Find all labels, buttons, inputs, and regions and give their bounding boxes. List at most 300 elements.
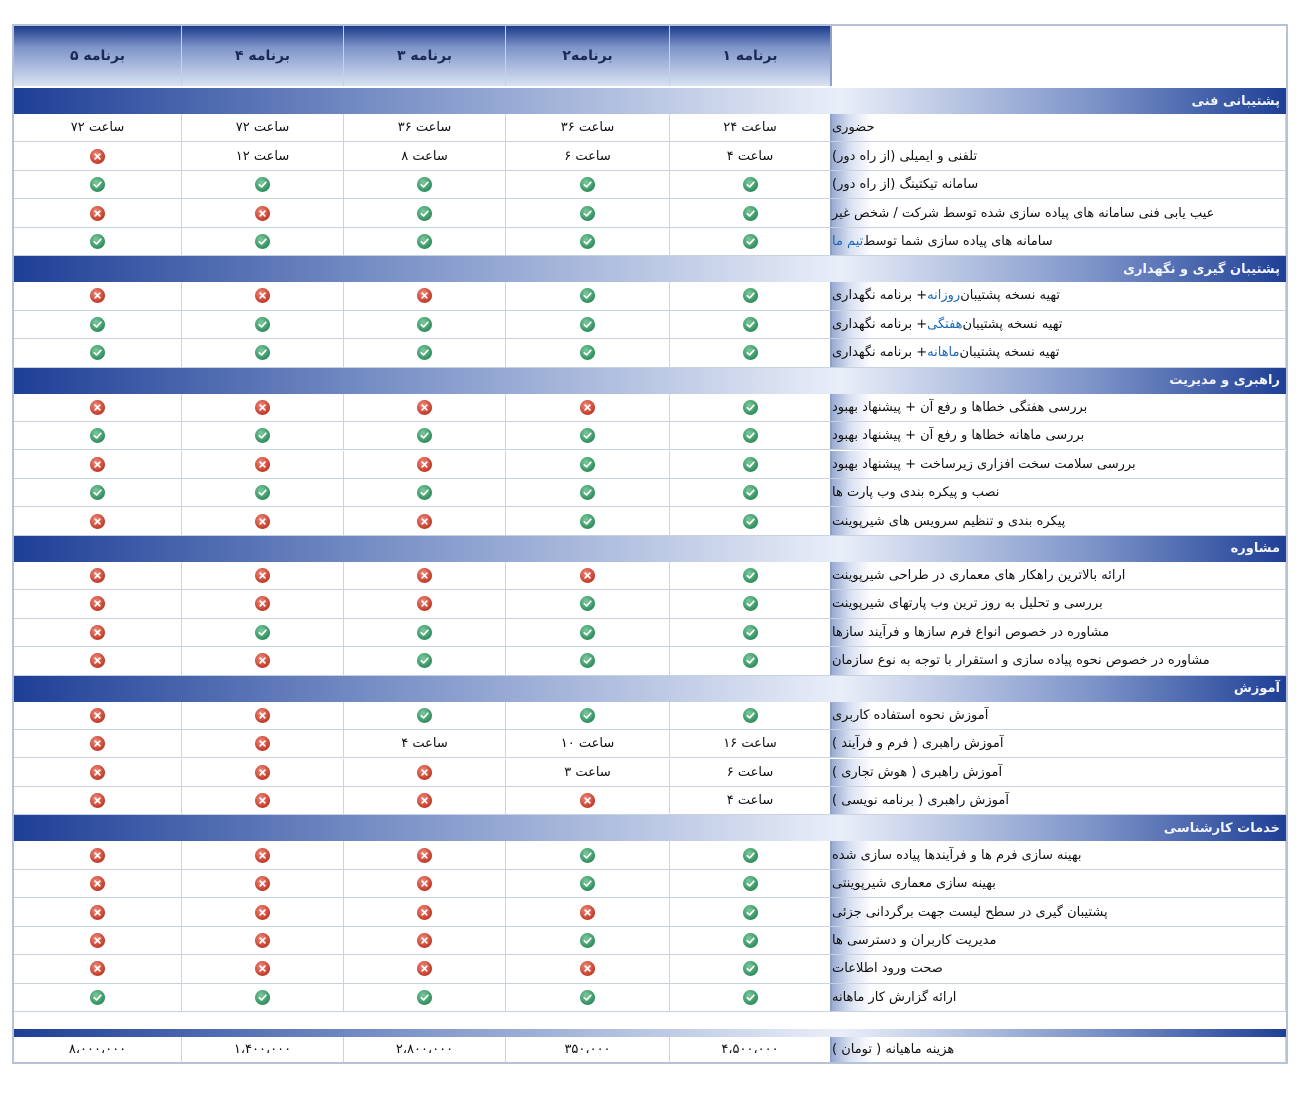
cell-plan-3 bbox=[344, 841, 506, 868]
cell-plan-1 bbox=[670, 199, 832, 226]
table-row bbox=[14, 339, 1286, 367]
cell-plan-1 bbox=[670, 114, 832, 141]
label-text: مشاوره در خصوص انواع فرم سازها و فرآیند سازها bbox=[832, 624, 1110, 640]
check-icon bbox=[90, 990, 105, 1005]
check-icon bbox=[743, 990, 758, 1005]
cell-plan-1 bbox=[670, 311, 832, 338]
cell-plan-1 bbox=[670, 394, 832, 421]
cross-icon bbox=[90, 765, 105, 780]
cross-icon bbox=[255, 596, 270, 611]
cell-plan-5 bbox=[14, 199, 182, 226]
row-label bbox=[832, 114, 1286, 141]
row-label bbox=[832, 787, 1286, 814]
check-icon bbox=[580, 177, 595, 192]
cross-icon bbox=[90, 288, 105, 303]
label-text: آموزش راهبری ( فرم و فرآیند ) bbox=[832, 736, 1004, 752]
section-header bbox=[14, 676, 1286, 702]
table-row bbox=[14, 619, 1286, 647]
row-label bbox=[832, 955, 1286, 982]
table-row bbox=[14, 562, 1286, 590]
table-row bbox=[14, 841, 1286, 869]
row-label bbox=[832, 171, 1286, 198]
cell-plan-2 bbox=[506, 422, 670, 449]
table-row bbox=[14, 171, 1286, 199]
cell-plan-3 bbox=[344, 228, 506, 255]
check-icon bbox=[743, 848, 758, 863]
cell-plan-1 bbox=[670, 619, 832, 646]
section-header bbox=[14, 88, 1286, 114]
cross-icon bbox=[90, 149, 105, 164]
check-icon bbox=[743, 514, 758, 529]
check-icon bbox=[743, 933, 758, 948]
check-icon bbox=[417, 990, 432, 1005]
cell-plan-4 bbox=[182, 562, 344, 589]
cell-plan-5 bbox=[14, 171, 182, 198]
cell-plan-4 bbox=[182, 394, 344, 421]
cross-icon bbox=[90, 568, 105, 583]
row-label bbox=[832, 619, 1286, 646]
cell-plan-3 bbox=[344, 898, 506, 925]
row-label bbox=[832, 507, 1286, 534]
cell-value: ۱۲ ساعت bbox=[235, 148, 290, 164]
label-text: حضوری bbox=[832, 120, 875, 136]
label-text: بررسی و تحلیل به روز ترین وب پارتهای شیرپوینت bbox=[832, 596, 1103, 612]
cross-icon bbox=[255, 848, 270, 863]
cross-icon bbox=[255, 961, 270, 976]
check-icon bbox=[743, 457, 758, 472]
cross-icon bbox=[255, 400, 270, 415]
row-label bbox=[832, 142, 1286, 169]
label-text: ارائه بالاترین راهکار های معماری در طراحی شیرپوینت bbox=[832, 568, 1126, 584]
row-label bbox=[832, 451, 1286, 478]
check-icon bbox=[255, 428, 270, 443]
check-icon bbox=[90, 177, 105, 192]
check-icon bbox=[743, 485, 758, 500]
monthly-cost-row bbox=[14, 1037, 1286, 1062]
check-icon bbox=[743, 317, 758, 332]
cell-plan-4 bbox=[182, 759, 344, 786]
label-text: تهیه نسخه پشتیبان bbox=[960, 288, 1061, 304]
cell-plan-1 bbox=[670, 590, 832, 617]
cell-plan-1 bbox=[670, 955, 832, 982]
check-icon bbox=[580, 708, 595, 723]
row-label bbox=[832, 841, 1286, 868]
cell-plan-3 bbox=[344, 479, 506, 506]
cell-plan-4 bbox=[182, 590, 344, 617]
cross-icon bbox=[417, 514, 432, 529]
check-icon bbox=[255, 990, 270, 1005]
check-icon bbox=[417, 317, 432, 332]
cross-icon bbox=[417, 457, 432, 472]
table-row bbox=[14, 311, 1286, 339]
cell-value: ۳ ساعت bbox=[564, 764, 611, 780]
table-row bbox=[14, 984, 1286, 1012]
cross-icon bbox=[90, 625, 105, 640]
cell-plan-3 bbox=[344, 142, 506, 169]
check-icon bbox=[255, 317, 270, 332]
table-row bbox=[14, 647, 1286, 675]
header-plan-1: برنامه ۱ bbox=[670, 26, 832, 86]
cross-icon bbox=[90, 400, 105, 415]
cell-value: ۸ ساعت bbox=[401, 148, 448, 164]
cell-plan-1 bbox=[670, 451, 832, 478]
cell-plan-2 bbox=[506, 394, 670, 421]
table-row bbox=[14, 590, 1286, 618]
cell-plan-5 bbox=[14, 282, 182, 309]
highlighted-text: تیم ما bbox=[832, 233, 864, 249]
table-row bbox=[14, 142, 1286, 170]
check-icon bbox=[90, 317, 105, 332]
cell-plan-3 bbox=[344, 955, 506, 982]
cost-label: هزینه ماهیانه ( تومان ) bbox=[832, 1037, 1286, 1062]
check-icon bbox=[580, 288, 595, 303]
cell-plan-2 bbox=[506, 228, 670, 255]
cell-plan-2 bbox=[506, 199, 670, 226]
table-row bbox=[14, 927, 1286, 955]
check-icon bbox=[255, 345, 270, 360]
cell-value: ۲۴ ساعت bbox=[723, 120, 777, 136]
cross-icon bbox=[580, 400, 595, 415]
row-label bbox=[832, 199, 1286, 226]
cross-icon bbox=[417, 288, 432, 303]
cell-plan-4 bbox=[182, 422, 344, 449]
label-text: بررسی سلامت سخت افزاری زیرساخت + پیشنهاد بهبود bbox=[832, 456, 1136, 472]
cell-plan-5 bbox=[14, 730, 182, 757]
check-icon bbox=[580, 990, 595, 1005]
cell-plan-4 bbox=[182, 730, 344, 757]
label-text: بررسی ماهانه خطاها و رفع آن + پیشنهاد بهبود bbox=[832, 428, 1085, 444]
cell-plan-1 bbox=[670, 562, 832, 589]
cell-plan-3 bbox=[344, 451, 506, 478]
row-label bbox=[832, 870, 1286, 897]
cross-icon bbox=[255, 933, 270, 948]
row-label bbox=[832, 422, 1286, 449]
row-label bbox=[832, 730, 1286, 757]
cell-plan-3 bbox=[344, 562, 506, 589]
section-title: پشتیبانی فنی bbox=[1191, 93, 1280, 109]
cross-icon bbox=[417, 596, 432, 611]
label-text: آموزش نحوه استفاده کاربری bbox=[832, 707, 989, 723]
cross-icon bbox=[255, 736, 270, 751]
check-icon bbox=[417, 177, 432, 192]
cell-plan-5 bbox=[14, 841, 182, 868]
row-label bbox=[832, 562, 1286, 589]
cross-icon bbox=[90, 457, 105, 472]
check-icon bbox=[580, 206, 595, 221]
cell-plan-2 bbox=[506, 619, 670, 646]
cell-plan-5 bbox=[14, 787, 182, 814]
cell-plan-5 bbox=[14, 759, 182, 786]
cross-icon bbox=[255, 708, 270, 723]
check-icon bbox=[743, 905, 758, 920]
check-icon bbox=[743, 288, 758, 303]
check-icon bbox=[255, 177, 270, 192]
check-icon bbox=[743, 653, 758, 668]
cell-plan-1 bbox=[670, 228, 832, 255]
table-row bbox=[14, 394, 1286, 422]
cross-icon bbox=[255, 568, 270, 583]
cross-icon bbox=[417, 933, 432, 948]
check-icon bbox=[743, 234, 758, 249]
cross-icon bbox=[417, 848, 432, 863]
cell-plan-3 bbox=[344, 984, 506, 1011]
cell-plan-4 bbox=[182, 955, 344, 982]
cell-plan-2 bbox=[506, 114, 670, 141]
cell-value: ۶ ساعت bbox=[726, 764, 774, 780]
table-row bbox=[14, 507, 1286, 535]
section-header bbox=[14, 256, 1286, 282]
cross-icon bbox=[255, 765, 270, 780]
cell-plan-2 bbox=[506, 171, 670, 198]
table-row bbox=[14, 479, 1286, 507]
cell-plan-4 bbox=[182, 171, 344, 198]
label-text: ارائه گزارش کار ماهانه bbox=[832, 989, 957, 1005]
cell-plan-2 bbox=[506, 339, 670, 366]
label-text: سامانه های پیاده سازی شما توسط bbox=[863, 233, 1053, 249]
cell-plan-3 bbox=[344, 759, 506, 786]
cross-icon bbox=[90, 933, 105, 948]
label-text: پیکره بندی و تنظیم سرویس های شیرپوینت bbox=[832, 513, 1066, 529]
cost-plan-5: ۸،۰۰۰،۰۰۰ bbox=[14, 1037, 182, 1062]
cell-plan-1 bbox=[670, 479, 832, 506]
cell-plan-4 bbox=[182, 927, 344, 954]
cross-icon bbox=[90, 708, 105, 723]
check-icon bbox=[417, 234, 432, 249]
cell-plan-5 bbox=[14, 984, 182, 1011]
table-row bbox=[14, 199, 1286, 227]
cell-plan-2 bbox=[506, 507, 670, 534]
check-icon bbox=[580, 428, 595, 443]
section-header bbox=[14, 815, 1286, 841]
check-icon bbox=[580, 933, 595, 948]
cross-icon bbox=[255, 206, 270, 221]
cell-plan-1 bbox=[670, 870, 832, 897]
cell-plan-4 bbox=[182, 507, 344, 534]
check-icon bbox=[417, 708, 432, 723]
cross-icon bbox=[255, 514, 270, 529]
table-row bbox=[14, 898, 1286, 926]
cell-plan-5 bbox=[14, 339, 182, 366]
row-label bbox=[832, 282, 1286, 309]
cross-icon bbox=[417, 961, 432, 976]
cell-plan-1 bbox=[670, 282, 832, 309]
cell-plan-5 bbox=[14, 955, 182, 982]
cross-icon bbox=[580, 793, 595, 808]
cell-plan-5 bbox=[14, 142, 182, 169]
check-icon bbox=[743, 961, 758, 976]
check-icon bbox=[417, 625, 432, 640]
row-label bbox=[832, 590, 1286, 617]
cell-plan-5 bbox=[14, 870, 182, 897]
cross-icon bbox=[90, 596, 105, 611]
check-icon bbox=[580, 345, 595, 360]
label-text: + برنامه نگهداری bbox=[832, 345, 928, 361]
cell-value: ۴ ساعت bbox=[401, 736, 448, 752]
cell-plan-2 bbox=[506, 898, 670, 925]
cell-plan-4 bbox=[182, 282, 344, 309]
cell-plan-2 bbox=[506, 311, 670, 338]
cross-icon bbox=[90, 514, 105, 529]
table-row bbox=[14, 787, 1286, 815]
table-row bbox=[14, 702, 1286, 730]
row-label bbox=[832, 702, 1286, 729]
label-text: مشاوره در خصوص نحوه پیاده سازی و استقرار با توجه به نوع سازمان bbox=[832, 653, 1210, 669]
cell-plan-5 bbox=[14, 311, 182, 338]
check-icon bbox=[743, 206, 758, 221]
cell-plan-3 bbox=[344, 507, 506, 534]
section-title: مشاوره bbox=[1230, 541, 1280, 557]
cell-plan-2 bbox=[506, 927, 670, 954]
cell-plan-3 bbox=[344, 422, 506, 449]
cost-plan-3: ۲،۸۰۰،۰۰۰ bbox=[344, 1037, 506, 1062]
cell-plan-1 bbox=[670, 647, 832, 674]
cell-plan-3 bbox=[344, 927, 506, 954]
cell-plan-3 bbox=[344, 114, 506, 141]
check-icon bbox=[580, 848, 595, 863]
cell-plan-4 bbox=[182, 228, 344, 255]
cell-plan-1 bbox=[670, 759, 832, 786]
check-icon bbox=[580, 514, 595, 529]
cell-plan-2 bbox=[506, 562, 670, 589]
cell-plan-5 bbox=[14, 590, 182, 617]
cell-plan-4 bbox=[182, 339, 344, 366]
cell-value: ۱۰ ساعت bbox=[560, 736, 615, 752]
cell-plan-3 bbox=[344, 590, 506, 617]
cross-icon bbox=[255, 905, 270, 920]
cell-plan-2 bbox=[506, 702, 670, 729]
label-text: آموزش راهبری ( برنامه نویسی ) bbox=[832, 793, 1009, 809]
cell-plan-2 bbox=[506, 647, 670, 674]
check-icon bbox=[743, 876, 758, 891]
check-icon bbox=[90, 485, 105, 500]
cell-plan-5 bbox=[14, 228, 182, 255]
cell-plan-3 bbox=[344, 199, 506, 226]
cell-plan-4 bbox=[182, 984, 344, 1011]
cell-plan-1 bbox=[670, 730, 832, 757]
cell-plan-4 bbox=[182, 479, 344, 506]
cell-plan-3 bbox=[344, 647, 506, 674]
header-plan-2: برنامه۲ bbox=[506, 26, 670, 86]
label-text: + برنامه نگهداری bbox=[832, 316, 928, 332]
row-label bbox=[832, 479, 1286, 506]
table-row bbox=[14, 870, 1286, 898]
check-icon bbox=[743, 177, 758, 192]
cell-plan-5 bbox=[14, 479, 182, 506]
label-text: تهیه نسخه پشتیبان bbox=[959, 345, 1060, 361]
check-icon bbox=[580, 876, 595, 891]
label-text: تهیه نسخه پشتیبان bbox=[962, 316, 1063, 332]
cell-plan-3 bbox=[344, 730, 506, 757]
cell-plan-5 bbox=[14, 898, 182, 925]
check-icon bbox=[580, 485, 595, 500]
table-row bbox=[14, 114, 1286, 142]
cell-plan-2 bbox=[506, 479, 670, 506]
section-title: پشتیبان گیری و نگهداری bbox=[1123, 261, 1280, 277]
cell-plan-3 bbox=[344, 311, 506, 338]
cell-plan-4 bbox=[182, 199, 344, 226]
cost-plan-2: ۳۵۰،۰۰۰ bbox=[506, 1037, 670, 1062]
cell-plan-5 bbox=[14, 507, 182, 534]
check-icon bbox=[255, 234, 270, 249]
check-icon bbox=[743, 400, 758, 415]
label-text: تلفنی و ایمیلی (از راه دور) bbox=[832, 148, 978, 164]
check-icon bbox=[580, 596, 595, 611]
cell-plan-2 bbox=[506, 282, 670, 309]
check-icon bbox=[90, 234, 105, 249]
label-text: بهینه سازی معماری شیرپوینتی bbox=[832, 876, 996, 892]
cell-plan-1 bbox=[670, 422, 832, 449]
cell-value: ۴ ساعت bbox=[726, 793, 774, 809]
cell-plan-3 bbox=[344, 394, 506, 421]
check-icon bbox=[580, 317, 595, 332]
table-row bbox=[14, 759, 1286, 787]
cell-plan-1 bbox=[670, 339, 832, 366]
check-icon bbox=[417, 653, 432, 668]
check-icon bbox=[417, 485, 432, 500]
cell-plan-3 bbox=[344, 702, 506, 729]
cell-plan-2 bbox=[506, 142, 670, 169]
cell-plan-2 bbox=[506, 759, 670, 786]
cell-plan-5 bbox=[14, 619, 182, 646]
check-icon bbox=[417, 345, 432, 360]
cell-plan-2 bbox=[506, 451, 670, 478]
cell-value: ۷۲ ساعت bbox=[235, 120, 290, 136]
label-text: + برنامه نگهداری bbox=[832, 288, 928, 304]
cross-icon bbox=[90, 736, 105, 751]
check-icon bbox=[255, 625, 270, 640]
cell-plan-2 bbox=[506, 984, 670, 1011]
cell-plan-1 bbox=[670, 787, 832, 814]
cross-icon bbox=[90, 905, 105, 920]
cell-value: ۳۶ ساعت bbox=[560, 120, 615, 136]
row-label bbox=[832, 984, 1286, 1011]
cross-icon bbox=[255, 793, 270, 808]
cell-plan-5 bbox=[14, 927, 182, 954]
row-label bbox=[832, 898, 1286, 925]
section-title: آموزش bbox=[1233, 681, 1280, 697]
cell-plan-5 bbox=[14, 562, 182, 589]
row-label bbox=[832, 394, 1286, 421]
cell-value: ۴ ساعت bbox=[726, 148, 774, 164]
label-text: بهینه سازی فرم ها و فرآیندها پیاده سازی شده bbox=[832, 847, 1082, 863]
cross-icon bbox=[417, 568, 432, 583]
cross-icon bbox=[417, 765, 432, 780]
cell-value: ۱۶ ساعت bbox=[723, 736, 777, 752]
header-plan-4: برنامه ۴ bbox=[182, 26, 344, 86]
check-icon bbox=[743, 345, 758, 360]
check-icon bbox=[580, 234, 595, 249]
label-text: بررسی هفتگی خطاها و رفع آن + پیشنهاد بهبود bbox=[832, 399, 1088, 415]
cell-plan-4 bbox=[182, 647, 344, 674]
cross-icon bbox=[417, 876, 432, 891]
section-header bbox=[14, 536, 1286, 562]
row-label bbox=[832, 759, 1286, 786]
cost-plan-1: ۴،۵۰۰،۰۰۰ bbox=[670, 1037, 832, 1062]
cell-plan-1 bbox=[670, 702, 832, 729]
cell-plan-5 bbox=[14, 451, 182, 478]
table-row bbox=[14, 228, 1286, 256]
cell-plan-4 bbox=[182, 451, 344, 478]
cell-plan-2 bbox=[506, 841, 670, 868]
cell-plan-5 bbox=[14, 394, 182, 421]
cross-icon bbox=[90, 961, 105, 976]
check-icon bbox=[743, 708, 758, 723]
table-row bbox=[14, 955, 1286, 983]
cell-plan-4 bbox=[182, 142, 344, 169]
cell-plan-5 bbox=[14, 422, 182, 449]
header-plan-5: برنامه ۵ bbox=[14, 26, 182, 86]
cell-plan-2 bbox=[506, 730, 670, 757]
